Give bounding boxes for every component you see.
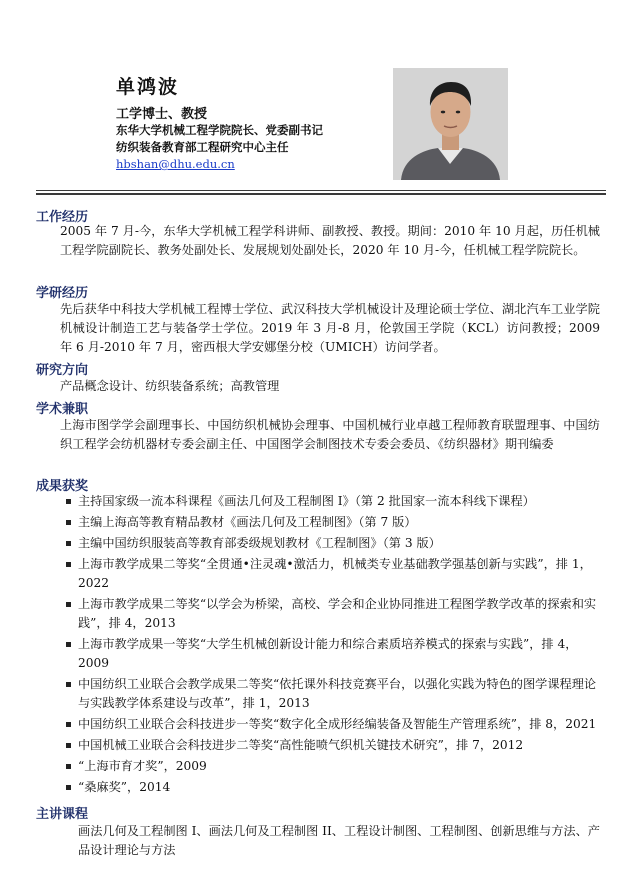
section-text-work: 2005 年 7 月-今，东华大学机械工程学科讲师、副教授、教授。期间：2010 年 10 月起，历任机械工程学院副院长、教务处副处长、发展规划处副处长，2020 年 10 月-今，任机械工程学院院长。 [60,224,600,257]
section-title-courses: 主讲课程 [36,807,89,822]
header-divider-thick [36,193,606,195]
person-name: 单鸿波 [116,76,180,98]
list-item: “桑麻奖”，2014 [64,778,604,797]
section-title-education: 学研经历 [36,286,89,301]
section-title-work: 工作经历 [36,210,89,225]
email-link[interactable]: hbshan@dhu.edu.cn [116,157,235,171]
section-text-roles: 上海市图学学会副理事长、中国纺织机械协会理事、中国机械行业卓越工程师教育联盟理事、中国纺织工程学会纺机器材专委会副主任、中国图学会制图技术专委会委员、《纺织器材》期刊编委 [60,418,600,451]
section-title-awards: 成果获奖 [36,479,89,494]
portrait-photo [393,68,508,180]
list-item: 主编上海高等教育精品教材《画法几何及工程制图》（第 7 版） [64,513,604,532]
header-divider [36,190,606,191]
section-title-research: 研究方向 [36,363,89,378]
person-degree: 工学博士、教授 [116,107,208,122]
list-item: 上海市教学成果二等奖“以学会为桥梁，高校、学会和企业协同推进工程图学教学改革的探索和实践”，排 4，2013 [64,595,604,633]
section-text-courses: 画法几何及工程制图 I、画法几何及工程制图 II、工程设计制图、工程制图、创新思维与方法、产品设计理论与方法 [78,824,600,857]
person-position-1: 东华大学机械工程学院院长、党委副书记 [116,123,323,137]
person-position-2: 纺织装备教育部工程研究中心主任 [116,140,289,154]
section-text-research: 产品概念设计、纺织装备系统；高教管理 [60,379,280,393]
section-text-education: 先后获华中科技大学机械工程博士学位、武汉科技大学机械设计及理论硕士学位、湖北汽车工业学院机械设计制造工艺与装备学士学位。2019 年 3 月-8 月，伦敦国王学院（KCL）访问教授；2009 年 6 月-2010 年 7 月，密西根大学安娜堡分校（UMICH）访问学者。 [60,302,600,354]
list-item: 中国纺织工业联合会教学成果二等奖“依托课外科技竞赛平台，以强化实践为特色的图学课程理论与实践教学体系建设与改革”，排 1，2013 [64,675,604,713]
list-item: 中国纺织工业联合会科技进步一等奖“数字化全成形经编装备及智能生产管理系统”，排 8，2021 [64,715,604,734]
awards-list [64,492,604,799]
list-item: “上海市育才奖”，2009 [64,757,604,776]
list-item: 主持国家级一流本科课程《画法几何及工程制图 I》（第 2 批国家一流本科线下课程） [64,492,604,511]
list-item: 上海市教学成果一等奖“大学生机械创新设计能力和综合素质培养模式的探索与实践”，排 4，2009 [64,635,604,673]
list-item: 主编中国纺织服装高等教育部委级规划教材《工程制图》（第 3 版） [64,534,604,553]
section-title-roles: 学术兼职 [36,402,89,417]
list-item: 中国机械工业联合会科技进步二等奖“高性能喷气织机关键技术研究”，排 7，2012 [64,736,604,755]
list-item: 上海市教学成果二等奖“全贯通•注灵魂•激活力，机械类专业基础教学强基创新与实践”，排 1，2022 [64,555,604,593]
